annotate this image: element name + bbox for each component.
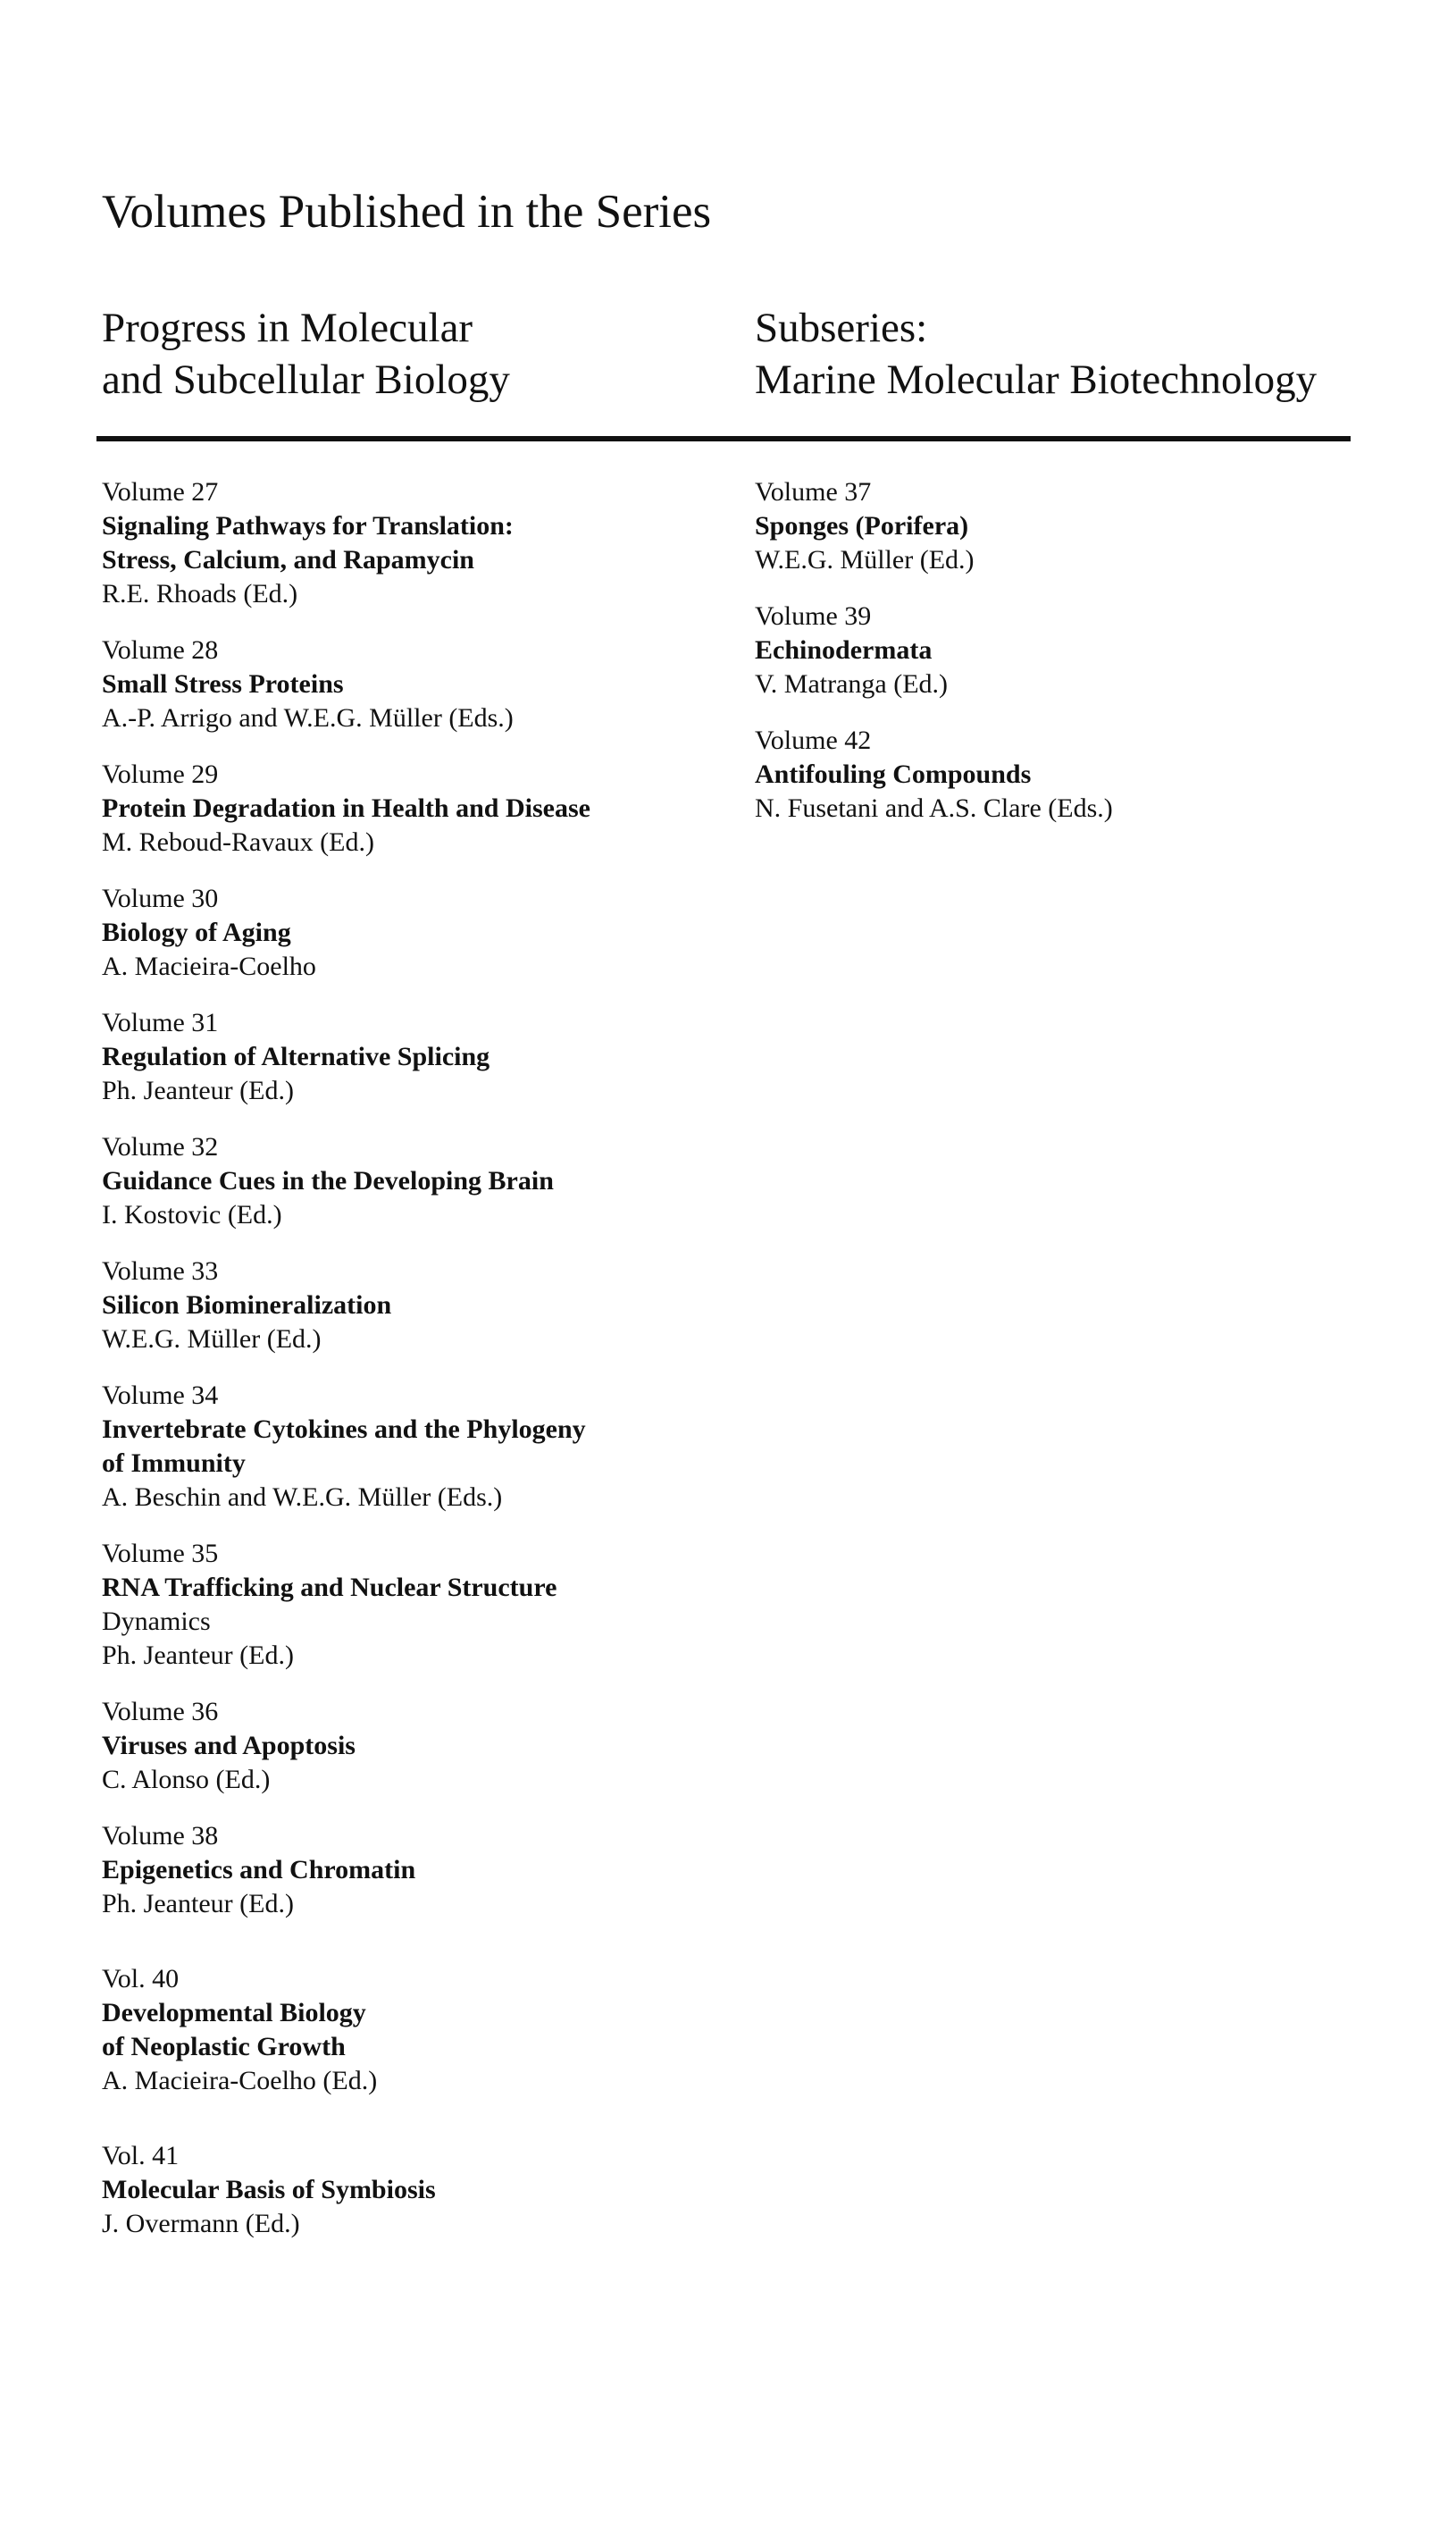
volume-number: Volume 42 bbox=[755, 726, 872, 755]
volume-title bbox=[102, 509, 727, 577]
volume-number: Volume 33 bbox=[102, 1256, 219, 1286]
volume-editor: C. Alonso (Ed.) bbox=[102, 1765, 271, 1794]
volume-entry bbox=[102, 1130, 727, 1232]
volume-number: Volume 29 bbox=[102, 760, 219, 789]
volume-title bbox=[102, 1996, 727, 2064]
volume-editor: A. Macieira-Coelho bbox=[102, 952, 316, 981]
volume-title-line: Signaling Pathways for Translation: bbox=[102, 511, 514, 541]
volume-entry bbox=[102, 882, 727, 984]
volume-title-line: Antifouling Compounds bbox=[755, 760, 1032, 789]
volume-editor: V. Matranga (Ed.) bbox=[755, 669, 949, 699]
volume-title-line: RNA Trafficking and Nuclear Structure bbox=[102, 1573, 557, 1602]
volume-number: Volume 39 bbox=[755, 601, 872, 631]
volume-title bbox=[102, 1164, 727, 1198]
volume-editor: N. Fusetani and A.S. Clare (Eds.) bbox=[755, 793, 1113, 823]
header-divider bbox=[96, 436, 1351, 441]
volume-title bbox=[102, 1729, 727, 1763]
volume-title bbox=[102, 1571, 727, 1605]
volume-title bbox=[755, 509, 1344, 543]
volume-number: Volume 34 bbox=[102, 1381, 219, 1410]
volume-title-line: Developmental Biology bbox=[102, 1998, 366, 2027]
volume-entry bbox=[755, 724, 1344, 826]
volume-title-line: Epigenetics and Chromatin bbox=[102, 1855, 416, 1884]
subseries-line: Marine Molecular Biotechnology bbox=[755, 357, 1318, 403]
volume-title bbox=[102, 1040, 727, 1074]
volume-title bbox=[102, 667, 727, 701]
volume-title-line: Silicon Biomineralization bbox=[102, 1290, 392, 1320]
subseries-volume-list bbox=[755, 475, 1344, 848]
volume-entry bbox=[102, 1255, 727, 1356]
volume-number: Volume 38 bbox=[102, 1821, 219, 1851]
volume-title-line: Guidance Cues in the Developing Brain bbox=[102, 1166, 554, 1196]
volume-title-line: Invertebrate Cytokines and the Phylogeny bbox=[102, 1414, 586, 1444]
main-series-volume-list bbox=[102, 475, 727, 2263]
volume-entry bbox=[102, 758, 727, 860]
volume-number: Volume 30 bbox=[102, 884, 219, 913]
volume-editor: W.E.G. Müller (Ed.) bbox=[102, 1324, 322, 1354]
volume-editor: A.-P. Arrigo and W.E.G. Müller (Eds.) bbox=[102, 703, 514, 733]
subseries-line: Subseries: bbox=[755, 305, 928, 351]
volume-number: Volume 35 bbox=[102, 1539, 219, 1568]
volume-number: Volume 31 bbox=[102, 1008, 219, 1037]
volume-title-line: Viruses and Apoptosis bbox=[102, 1731, 356, 1760]
volume-entry bbox=[102, 1537, 727, 1673]
volume-editor: J. Overmann (Ed.) bbox=[102, 2209, 300, 2238]
volume-entry bbox=[102, 1962, 727, 2098]
volume-title-line: of Immunity bbox=[102, 1448, 246, 1478]
volume-title-line: Small Stress Proteins bbox=[102, 669, 344, 699]
volume-entry bbox=[102, 1819, 727, 1921]
volume-editor: Ph. Jeanteur (Ed.) bbox=[102, 1641, 294, 1670]
volume-editor: W.E.G. Müller (Ed.) bbox=[755, 545, 975, 575]
volume-editor: R.E. Rhoads (Ed.) bbox=[102, 579, 298, 608]
volume-title-line: Protein Degradation in Health and Disease bbox=[102, 793, 590, 823]
volume-number: Volume 32 bbox=[102, 1132, 219, 1162]
volume-title bbox=[755, 758, 1344, 792]
volume-title-line: Sponges (Porifera) bbox=[755, 511, 969, 541]
volume-number: Volume 27 bbox=[102, 477, 219, 507]
volume-entry bbox=[102, 1006, 727, 1108]
volume-title bbox=[755, 634, 1344, 667]
volume-editor: I. Kostovic (Ed.) bbox=[102, 1200, 282, 1230]
volume-title bbox=[102, 1853, 727, 1887]
volume-editor: A. Beschin and W.E.G. Müller (Eds.) bbox=[102, 1482, 503, 1512]
volume-number: Vol. 40 bbox=[102, 1964, 180, 1993]
volume-title bbox=[102, 792, 727, 826]
main-series-line: Progress in Molecular bbox=[102, 305, 473, 351]
volume-entry bbox=[755, 475, 1344, 577]
volume-title bbox=[102, 1288, 727, 1322]
volume-editor: Ph. Jeanteur (Ed.) bbox=[102, 1889, 294, 1918]
volume-entry bbox=[102, 1695, 727, 1797]
volume-entry bbox=[102, 475, 727, 611]
volume-title bbox=[102, 2173, 727, 2207]
volume-number: Volume 37 bbox=[755, 477, 872, 507]
page-title: Volumes Published in the Series bbox=[102, 186, 712, 238]
volume-number: Volume 28 bbox=[102, 635, 219, 665]
volume-title-line: Stress, Calcium, and Rapamycin bbox=[102, 545, 474, 575]
volume-title-line: Echinodermata bbox=[755, 635, 933, 665]
main-series-line: and Subcellular Biology bbox=[102, 357, 510, 403]
main-series-name bbox=[102, 302, 510, 406]
volume-title-line: of Neoplastic Growth bbox=[102, 2032, 346, 2061]
volume-editor: Ph. Jeanteur (Ed.) bbox=[102, 1076, 294, 1105]
volume-number: Vol. 41 bbox=[102, 2141, 180, 2170]
volume-editor: Dynamics bbox=[102, 1607, 211, 1636]
volume-entry bbox=[102, 2139, 727, 2241]
volume-title bbox=[102, 1413, 727, 1481]
volume-title-line: Biology of Aging bbox=[102, 918, 291, 947]
volume-entry bbox=[755, 600, 1344, 701]
volume-title-line: Molecular Basis of Symbiosis bbox=[102, 2175, 436, 2204]
volume-title-line: Regulation of Alternative Splicing bbox=[102, 1042, 490, 1071]
volume-entry bbox=[102, 634, 727, 735]
volume-editor: M. Reboud-Ravaux (Ed.) bbox=[102, 827, 374, 857]
volume-entry bbox=[102, 1379, 727, 1515]
volume-number: Volume 36 bbox=[102, 1697, 219, 1726]
volume-editor: A. Macieira-Coelho (Ed.) bbox=[102, 2066, 378, 2095]
volume-title bbox=[102, 916, 727, 950]
subseries-name bbox=[755, 302, 1317, 406]
